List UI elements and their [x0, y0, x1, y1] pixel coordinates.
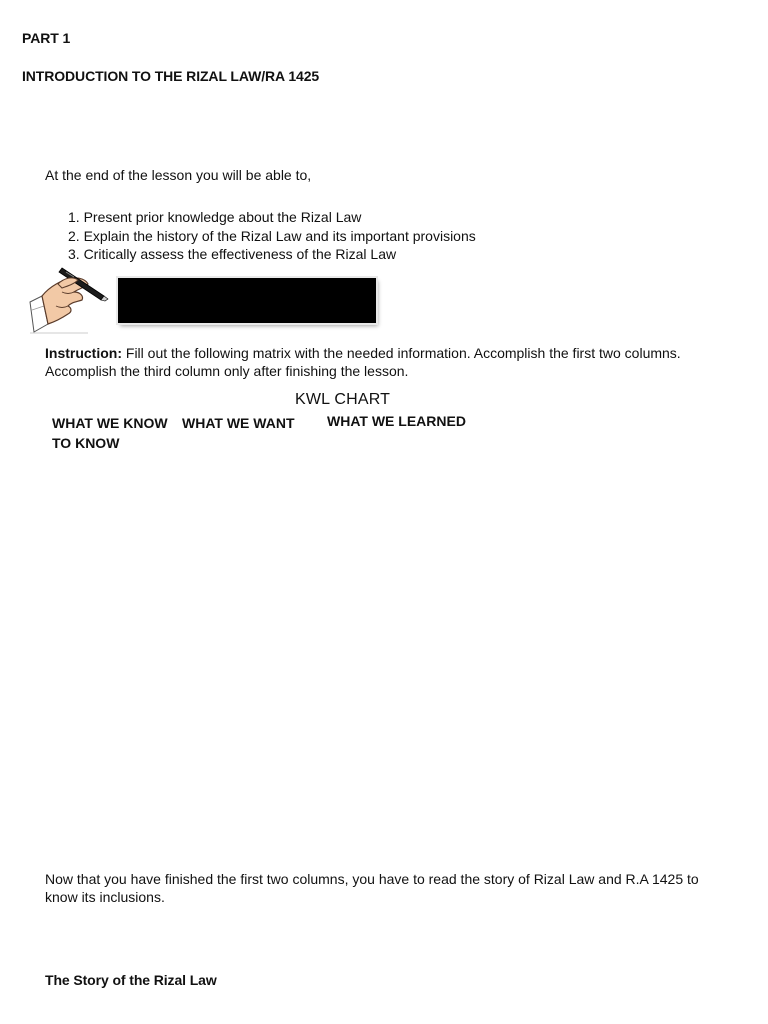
objective-item: 1. Present prior knowledge about the Rizal Law: [68, 209, 362, 225]
kwl-column-want: WHAT WE WANT TO KNOW: [52, 415, 295, 451]
kwl-chart-title: KWL CHART: [295, 391, 391, 408]
page-title: INTRODUCTION TO THE RIZAL LAW/RA 1425: [22, 68, 320, 84]
kwl-column-know: WHAT WE KNOW: [52, 415, 168, 431]
instruction-text: [45, 344, 725, 380]
redacted-banner: [118, 278, 376, 323]
closing-paragraph: Now that you have finished the first two columns, you have to read the story of Rizal Law and R.A 1425 to know its inclusions.: [45, 871, 699, 905]
hand-writing-icon: [28, 262, 110, 336]
section-title: The Story of the Rizal Law: [45, 972, 217, 988]
instruction-body: Fill out the following matrix with the needed information. Accomplish the first two columns. Accomplish the third column only after finishing the lesson.: [45, 345, 681, 379]
objectives-list: [68, 208, 476, 264]
part-label: PART 1: [22, 30, 71, 46]
objective-item: 2. Explain the history of the Rizal Law and its important provisions: [68, 227, 476, 244]
kwl-column-learned: WHAT WE LEARNED: [327, 413, 466, 429]
instruction-label: Instruction:: [45, 345, 122, 361]
objectives-lead: At the end of the lesson you will be able to,: [45, 167, 312, 183]
objective-item: 3. Critically assess the effectiveness of the Rizal Law: [68, 246, 397, 262]
